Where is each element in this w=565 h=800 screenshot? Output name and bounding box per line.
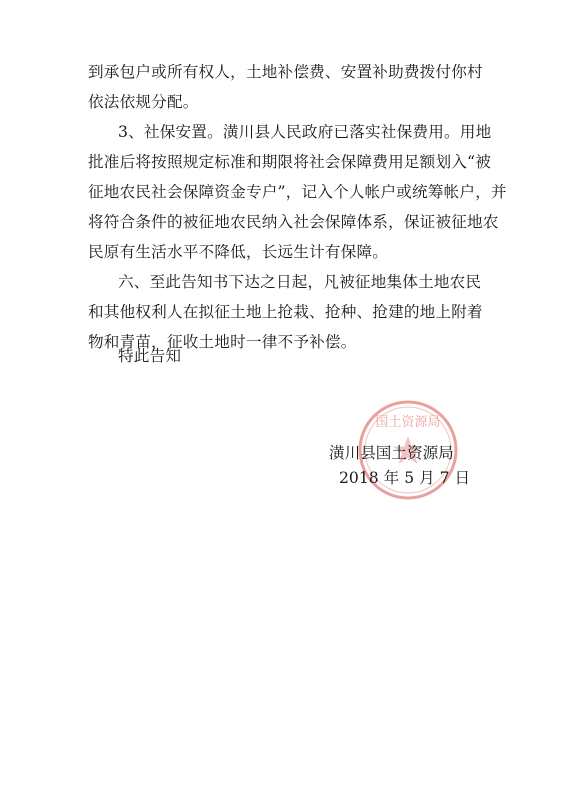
- body-line-2: 依法依规分配。: [88, 93, 199, 111]
- body-line-6: 将符合条件的被征地农民纳入社会保障体系，保证被征地农: [88, 213, 499, 231]
- signature-date: 2018 年 5 月 7 日: [339, 469, 471, 487]
- body-line-5: 征地农民社会保障资金专户”，记入个人帐户或统筹帐户，并: [88, 183, 507, 201]
- body-line-4: 批准后将按照规定标准和期限将社会保障费用足额划入“被: [88, 153, 492, 171]
- body-line-1: 到承包户或所有权人，土地补偿费、安置补助费拨付你村: [88, 63, 483, 81]
- body-line-7: 民原有生活水平不降低，长远生计有保障。: [88, 243, 389, 261]
- closing-line: 特此告知: [118, 347, 182, 365]
- body-line-10: 物和青苗，征收土地时一律不予补偿。: [88, 333, 357, 351]
- body-line-8: 六、至此告知书下达之日起，凡被征地集体土地农民: [118, 273, 482, 291]
- body-line-9: 和其他权利人在拟征土地上抢栽、抢种、抢建的地上附着: [88, 303, 483, 321]
- seal-text: 国土资源局: [375, 415, 441, 430]
- body-line-3: 3、社保安置。潢川县人民政府已落实社保费用。用地: [118, 123, 492, 141]
- signature-org: 潢川县国土资源局: [329, 444, 454, 462]
